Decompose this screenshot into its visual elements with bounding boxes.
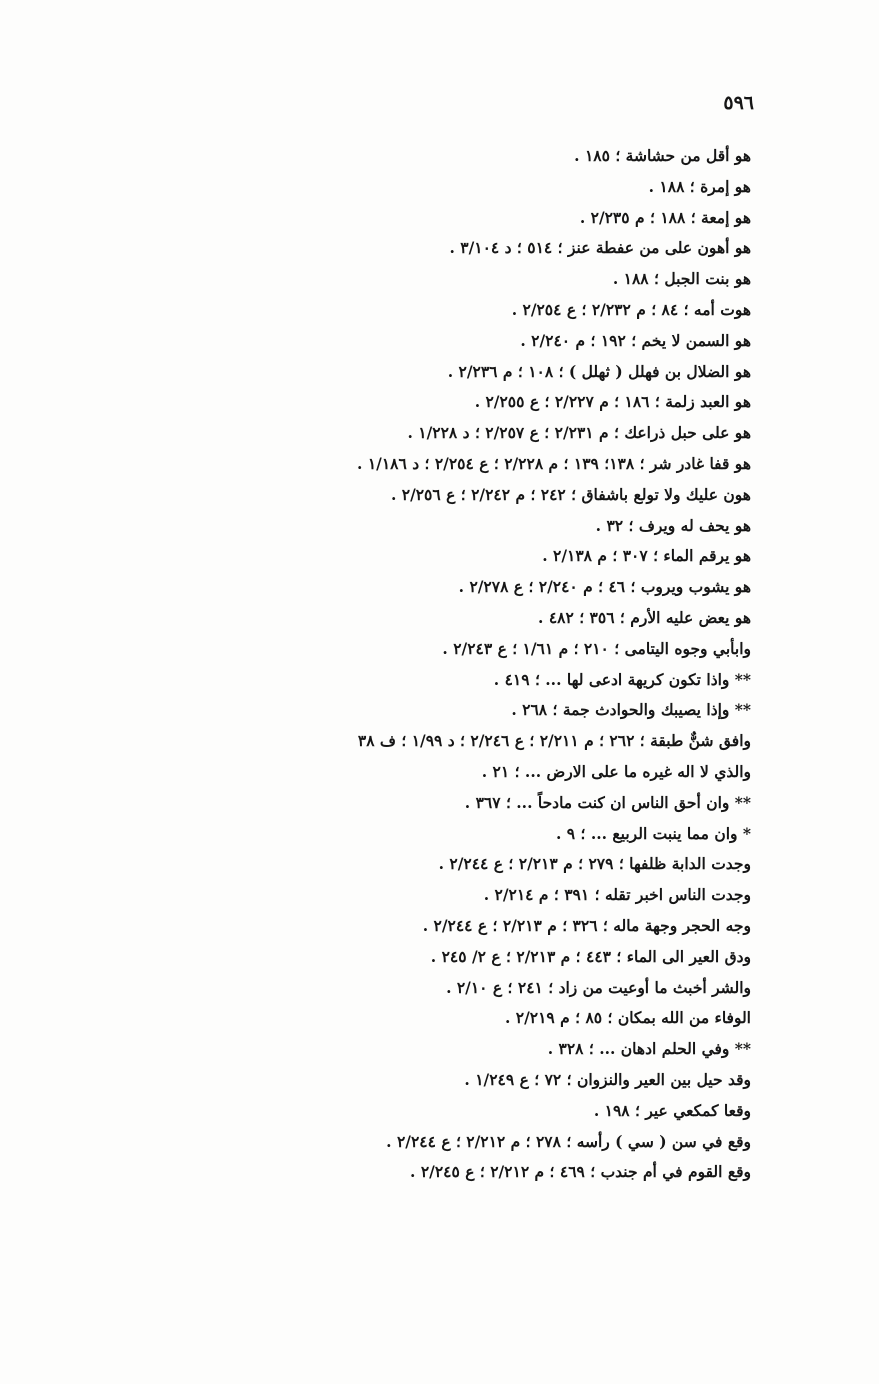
index-entry: الوفاء من الله بمكان ؛ ٨٥ ؛ م ٢/٢١٩ . bbox=[504, 1008, 751, 1028]
index-entry: وجدت الدابة ظلفها ؛ ٢٧٩ ؛ م ٢/٢١٣ ؛ ع ٢/٢٤٤ . bbox=[438, 854, 751, 874]
index-entry: ** واذا تكون كريهة ادعى لها ... ؛ ٤١٩ . bbox=[493, 669, 751, 689]
index-entry: * وان مما ينبت الربيع ... ؛ ٩ . bbox=[556, 823, 751, 843]
index-entry: هو الضلال بن فهلل ( ثهلل ) ؛ ١٠٨ ؛ م ٢/٢٣٦ . bbox=[447, 361, 751, 381]
index-entry: هو يعض عليه الأرم ؛ ٣٥٦ ؛ ٤٨٢ . bbox=[538, 607, 751, 627]
page-number: ٥٩٦ bbox=[723, 92, 754, 114]
index-entry: وافق شنٌّ طبقة ؛ ٢٦٢ ؛ م ٢/٢١١ ؛ ع ٢/٢٤٦ ؛ د ١/٩٩ ؛ ف ٣٨ bbox=[357, 731, 751, 751]
index-entry: ودق العير الى الماء ؛ ٤٤٣ ؛ م ٢/٢١٣ ؛ ع ٢/ ٢٤٥ . bbox=[430, 946, 751, 966]
index-entry: هو السمن لا يخم ؛ ١٩٢ ؛ م ٢/٢٤٠ . bbox=[520, 330, 751, 350]
index-entry: هو يشوب ويروب ؛ ٤٦ ؛ م ٢/٢٤٠ ؛ ع ٢/٢٧٨ . bbox=[458, 577, 751, 597]
index-entry: هو أقل من حشاشة ؛ ١٨٥ . bbox=[574, 146, 751, 165]
index-entry: وجدت الناس اخبر تقله ؛ ٣٩١ ؛ م ٢/٢١٤ . bbox=[483, 885, 751, 905]
index-entry: هو قفا غادر شر ؛ ١٣٨؛ ١٣٩ ؛ م ٢/٢٢٨ ؛ ع ٢/٢٥٤ ؛ د ١/١٨٦ . bbox=[357, 453, 751, 473]
index-entry: وقع القوم في أم جندب ؛ ٤٦٩ ؛ م ٢/٢١٢ ؛ ع ٢/٢٤٥ . bbox=[410, 1162, 751, 1182]
index-entry: هون عليك ولا تولع باشفاق ؛ ٢٤٢ ؛ م ٢/٢٤٢ ؛ ع ٢/٢٥٦ . bbox=[390, 484, 751, 504]
index-entry: ** وإذا يصيبك والحوادث جمة ؛ ٢٦٨ . bbox=[511, 700, 751, 720]
index-entry: هو بنت الجبل ؛ ١٨٨ . bbox=[612, 269, 751, 289]
index-entry: وقعا كمكعي عير ؛ ١٩٨ . bbox=[593, 1100, 751, 1120]
index-entry: هو العبد زلمة ؛ ١٨٦ ؛ م ٢/٢٢٧ ؛ ع ٢/٢٥٥ . bbox=[474, 392, 751, 412]
index-entry: هو يحف له ويرف ؛ ٣٢ . bbox=[595, 515, 751, 535]
index-entry: ** وان أحق الناس ان كنت مادحاً ... ؛ ٣٦٧ . bbox=[464, 792, 751, 812]
index-entry: هوت أمه ؛ ٨٤ ؛ م ٢/٢٣٢ ؛ ع ٢/٢٥٤ . bbox=[511, 299, 751, 319]
index-entry: وقع في سن ( سي ) رأسه ؛ ٢٧٨ ؛ م ٢/٢١٢ ؛ ع ٢/٢٤٤ . bbox=[386, 1131, 751, 1151]
index-entry: هو إمرة ؛ ١٨٨ . bbox=[648, 176, 751, 196]
index-entry: وجه الحجر وجهة ماله ؛ ٣٢٦ ؛ م ٢/٢١٣ ؛ ع ٢/٢٤٤ . bbox=[422, 915, 751, 935]
index-entry: والذي لا اله غيره ما على الارض ... ؛ ٢١ . bbox=[481, 761, 751, 781]
index-entry: هو إمعة ؛ ١٨٨ ؛ م ٢/٢٣٥ . bbox=[579, 207, 751, 227]
index-entry: هو على حبل ذراعك ؛ م ٢/٢٣١ ؛ ع ٢/٢٥٧ ؛ د ١/٢٢٨ . bbox=[407, 423, 751, 443]
index-entry: هو أهون على من عفطة عنز ؛ ٥١٤ ؛ د ٣/١٠٤ . bbox=[449, 238, 751, 258]
index-entry: هو يرقم الماء ؛ ٣٠٧ ؛ م ٢/١٣٨ . bbox=[542, 546, 751, 566]
index-entry: ** وفي الحلم ادهان ... ؛ ٣٢٨ . bbox=[547, 1039, 751, 1059]
index-entry: وابأبي وجوه اليتامى ؛ ٢١٠ ؛ م ١/٦١ ؛ ع ٢/٢٤٣ . bbox=[442, 638, 751, 658]
index-entry: وقد حيل بين العير والنزوان ؛ ٧٢ ؛ ع ١/٢٤٩ . bbox=[464, 1069, 751, 1089]
proverb-index-list bbox=[31, 141, 751, 1188]
index-entry: والشر أخبث ما أوعيت من زاد ؛ ٢٤١ ؛ ع ٢/١٠ . bbox=[446, 977, 751, 997]
